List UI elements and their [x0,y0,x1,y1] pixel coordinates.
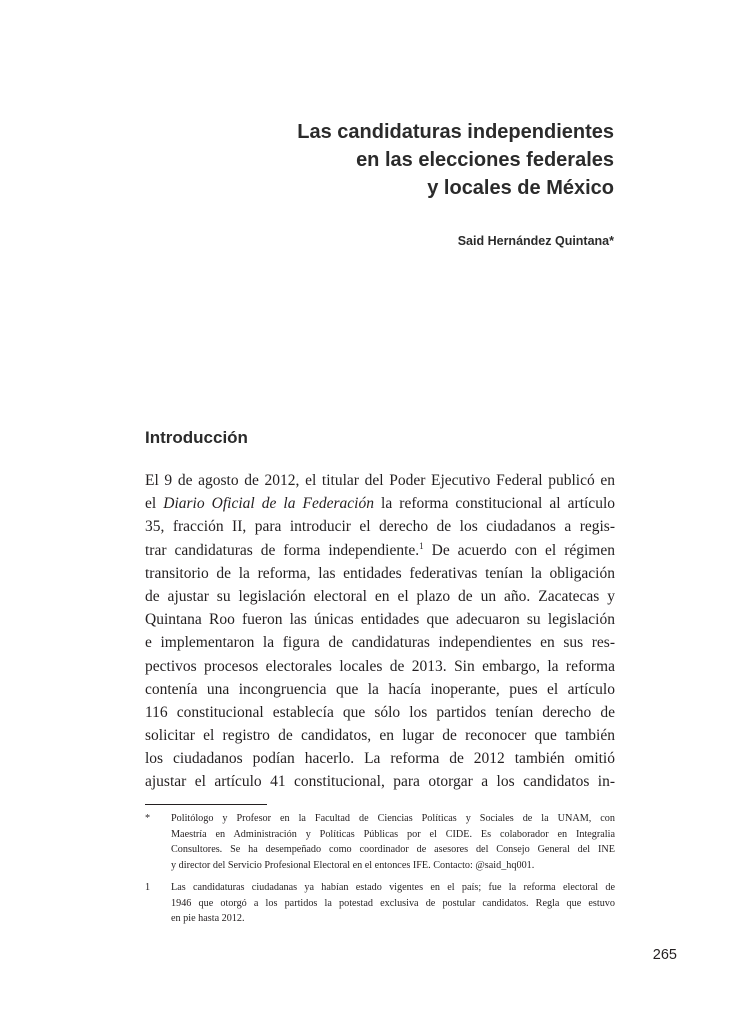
body-paragraph [145,469,615,794]
footnote-reference[interactable]: 1 [419,540,424,551]
footnote-separator [145,804,267,805]
chapter-title-line: Las candidaturas independientes [297,121,614,143]
chapter-title-line: en las elecciones federales [356,149,614,171]
footnote-line: en pie hasta 2012. [171,913,245,925]
body-line: el Diario Oficial de la Federación la reforma constitucional al artículo [145,495,615,513]
footnote-line: Consultores. Se ha desempeñado como coordinador de asesores del Consejo General del INE [171,844,615,856]
body-line: contenía una incongruencia que la hacía inoperante, pues el artículo [145,680,615,698]
author-name: Said Hernández Quintana* [457,234,614,248]
body-line: e implementaron la figura de candidaturas independientes en sus res- [145,634,615,652]
footnote-line: 1946 que otorgó a los partidos la potestad exclusiva de postular candidatos. Regla que estuvo [171,897,615,909]
chapter-title-line: y locales de México [427,177,614,199]
section-heading: Introducción [145,428,248,447]
footnote-line: Las candidaturas ciudadanas ya habían estado vigentes en el país; fue la reforma electoral de [171,882,615,893]
chapter-title [297,118,614,202]
footnote-mark: * [145,813,151,824]
footnote-line: Politólogo y Profesor en la Facultad de Ciencias Políticas y Sociales de la UNAM, con [171,813,615,824]
page-number: 265 [652,947,677,963]
body-line: 116 constitucional establecía que sólo los partidos tenían derecho de [145,703,615,721]
footnote [145,811,615,873]
footnote-mark: 1 [145,882,151,893]
footnote [145,880,615,927]
body-line: pectivos procesos electorales locales de 2013. Sin embargo, la reforma [145,657,615,675]
body-line: los ciudadanos podían hacerlo. La reforma de 2012 también omitió [145,750,615,768]
footnote-line: y director del Servicio Profesional Electoral en el entonces IFE. Contacto: @said_hq001. [171,859,535,871]
body-line: de ajustar su legislación electoral en el plazo de un año. Zacatecas y [145,587,615,605]
footnote-line: Maestría en Administración y Políticas Públicas por el CIDE. Es colaborador en Integralia [171,828,615,840]
body-line: solicitar el registro de candidatos, en lugar de reconocer que también [145,727,615,745]
italic-title: Diario Oficial de la Federación [163,495,374,513]
body-line: 35, fracción II, para introducir el derecho de los ciudadanos a regis- [145,518,615,536]
body-line: Quintana Roo fueron las únicas entidades que adecuaron su legislación [145,611,615,629]
body-line: transitorio de la reforma, las entidades federativas tenían la obligación [145,564,615,582]
body-line: ajustar el artículo 41 constitucional, para otorgar a los candidatos in- [145,773,615,791]
body-line: El 9 de agosto de 2012, el titular del Poder Ejecutivo Federal publicó en [145,472,615,489]
body-line: trar candidaturas de forma independiente.$^1$ De acuerdo con el régimen [145,540,615,559]
